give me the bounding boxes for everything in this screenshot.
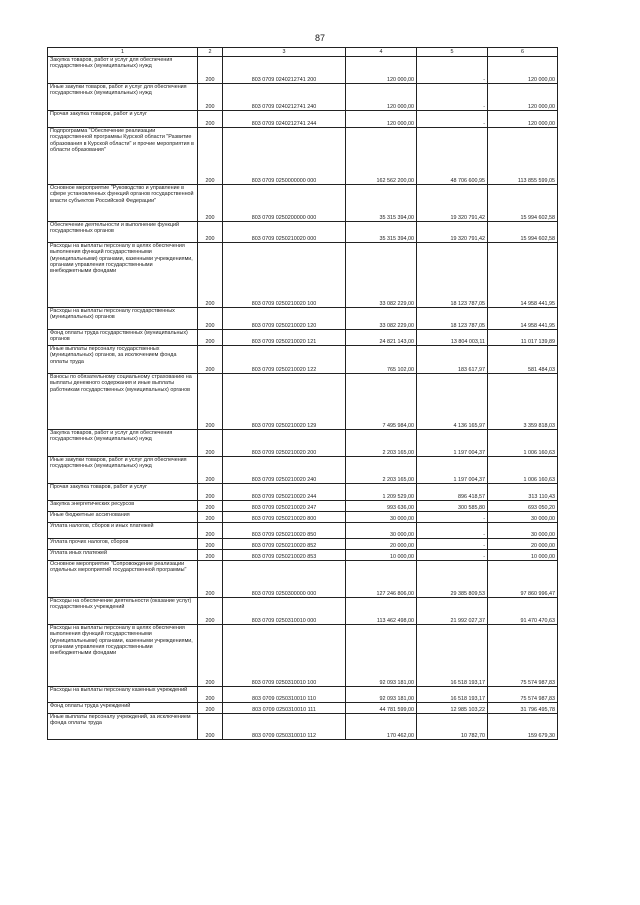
cell-line-code: 200 [198,625,223,687]
cell-classification-code: 803 0709 0250210020 244 [223,484,346,501]
cell-approved-amount: 993 636,00 [346,501,417,512]
cell-name: Иные бюджетные ассигнования [48,512,198,523]
cell-unexecuted-amount: 97 860 996,47 [488,561,558,598]
cell-name: Взносы по обязательному социальному страхованию на выплаты денежного содержания и иные выплаты работникам государственных (муниципальных) органов [48,374,198,430]
cell-name: Иные выплаты персоналу государственных (муниципальных) органов, за исключением фонда оплаты труда [48,346,198,374]
cell-approved-amount: 24 821 143,00 [346,330,417,346]
table-row [48,457,558,484]
cell-approved-amount: 35 315 394,00 [346,222,417,243]
cell-approved-amount: 33 082 229,00 [346,243,417,308]
cell-unexecuted-amount: 120 000,00 [488,111,558,128]
cell-approved-amount: 120 000,00 [346,111,417,128]
cell-executed-amount: 896 418,57 [417,484,488,501]
cell-executed-amount: - [417,84,488,111]
column-header: 5 [417,48,488,57]
cell-executed-amount: 29 385 809,53 [417,561,488,598]
table-row [48,243,558,308]
cell-unexecuted-amount: 11 017 139,89 [488,330,558,346]
cell-classification-code: 803 0709 0250210020 240 [223,457,346,484]
table-row [48,625,558,687]
table-row [48,598,558,625]
cell-classification-code: 803 0709 0250210020 852 [223,539,346,550]
cell-approved-amount: 127 246 806,00 [346,561,417,598]
cell-unexecuted-amount: 15 994 602,58 [488,185,558,222]
cell-classification-code: 803 0709 0250210020 120 [223,308,346,330]
cell-executed-amount: 10 782,70 [417,714,488,740]
cell-name: Иные закупки товаров, работ и услуг для обеспечения государственных (муниципальных) нужд [48,84,198,111]
table-row [48,714,558,740]
cell-unexecuted-amount: 20 000,00 [488,539,558,550]
table-row [48,539,558,550]
cell-approved-amount: 92 093 181,00 [346,687,417,703]
cell-line-code: 200 [198,512,223,523]
cell-line-code: 200 [198,539,223,550]
cell-approved-amount: 35 315 394,00 [346,185,417,222]
cell-approved-amount: 7 495 984,00 [346,374,417,430]
cell-classification-code: 803 0709 0250310010 110 [223,687,346,703]
cell-classification-code: 803 0709 0250210020 122 [223,346,346,374]
cell-executed-amount: - [417,539,488,550]
cell-executed-amount: 300 585,80 [417,501,488,512]
cell-classification-code: 803 0709 0240212741 244 [223,111,346,128]
table-row [48,374,558,430]
cell-unexecuted-amount: 1 006 160,63 [488,430,558,457]
cell-classification-code: 803 0709 0250210020 800 [223,512,346,523]
table-body [48,57,558,740]
table-row [48,346,558,374]
cell-unexecuted-amount: 31 796 495,78 [488,703,558,714]
table-row [48,185,558,222]
cell-approved-amount: 30 000,00 [346,523,417,539]
cell-approved-amount: 162 562 200,00 [346,128,417,185]
cell-executed-amount: 48 706 600,95 [417,128,488,185]
cell-executed-amount: - [417,111,488,128]
cell-line-code: 200 [198,561,223,598]
cell-unexecuted-amount: 120 000,00 [488,84,558,111]
cell-name: Иные выплаты персоналу учреждений, за исключением фонда оплаты труда [48,714,198,740]
cell-unexecuted-amount: 91 470 470,63 [488,598,558,625]
cell-executed-amount: - [417,550,488,561]
cell-name: Основное мероприятие "Сопровождение реализации отдельных мероприятий государственной программы" [48,561,198,598]
cell-classification-code: 803 0709 0250210020 850 [223,523,346,539]
cell-name: Расходы на выплаты персоналу в целях обеспечения выполнения функций государственными (муниципальными) органами, казенными учреждениями, органами управления государственными внебюджетными фондами [48,625,198,687]
cell-executed-amount: 1 197 004,37 [417,457,488,484]
cell-line-code: 200 [198,243,223,308]
column-header: 4 [346,48,417,57]
cell-line-code: 200 [198,501,223,512]
table-row [48,501,558,512]
cell-approved-amount: 2 203 165,00 [346,457,417,484]
cell-unexecuted-amount: 14 958 441,95 [488,243,558,308]
cell-executed-amount: - [417,512,488,523]
cell-executed-amount: 13 804 003,11 [417,330,488,346]
cell-name: Расходы на обеспечение деятельности (оказание услуг) государственных учреждений [48,598,198,625]
cell-classification-code: 803 0709 0250210020 100 [223,243,346,308]
column-header: 2 [198,48,223,57]
table-row [48,550,558,561]
column-header: 3 [223,48,346,57]
cell-unexecuted-amount: 159 679,30 [488,714,558,740]
cell-executed-amount: - [417,523,488,539]
cell-line-code: 200 [198,523,223,539]
cell-executed-amount: 21 992 027,37 [417,598,488,625]
cell-classification-code: 803 0709 0250210020 000 [223,222,346,243]
cell-executed-amount: 19 320 791,42 [417,185,488,222]
cell-executed-amount: 16 518 193,17 [417,687,488,703]
table-header-row [48,48,558,57]
cell-unexecuted-amount: 15 994 602,58 [488,222,558,243]
cell-executed-amount: 183 617,97 [417,346,488,374]
table-row [48,84,558,111]
cell-unexecuted-amount: 30 000,00 [488,523,558,539]
table-row [48,57,558,84]
cell-line-code: 200 [198,550,223,561]
cell-name: Уплата иных платежей [48,550,198,561]
cell-approved-amount: 2 203 165,00 [346,430,417,457]
cell-line-code: 200 [198,111,223,128]
cell-classification-code: 803 0709 0250200000 000 [223,185,346,222]
cell-approved-amount: 30 000,00 [346,512,417,523]
cell-unexecuted-amount: 1 006 160,63 [488,457,558,484]
table-row [48,484,558,501]
cell-approved-amount: 170 462,00 [346,714,417,740]
cell-classification-code: 803 0709 0240212741 200 [223,57,346,84]
table-row [48,222,558,243]
table-row [48,111,558,128]
cell-classification-code: 803 0709 0240212741 240 [223,84,346,111]
cell-classification-code: 803 0709 0250310010 111 [223,703,346,714]
cell-line-code: 200 [198,330,223,346]
table-row [48,703,558,714]
cell-unexecuted-amount: 14 958 441,95 [488,308,558,330]
cell-approved-amount: 765 102,00 [346,346,417,374]
cell-line-code: 200 [198,128,223,185]
table-row [48,330,558,346]
cell-unexecuted-amount: 113 855 599,05 [488,128,558,185]
cell-classification-code: 803 0709 0250210020 247 [223,501,346,512]
cell-line-code: 200 [198,598,223,625]
cell-line-code: 200 [198,57,223,84]
cell-unexecuted-amount: 30 000,00 [488,512,558,523]
budget-table [47,47,558,740]
cell-line-code: 200 [198,308,223,330]
cell-line-code: 200 [198,374,223,430]
cell-executed-amount: 12 985 103,22 [417,703,488,714]
column-header: 6 [488,48,558,57]
cell-line-code: 200 [198,687,223,703]
table-row [48,128,558,185]
cell-name: Расходы на выплаты персоналу казенных учреждений [48,687,198,703]
cell-classification-code: 803 0709 0250210020 129 [223,374,346,430]
cell-unexecuted-amount: 313 110,43 [488,484,558,501]
cell-approved-amount: 1 209 529,00 [346,484,417,501]
cell-unexecuted-amount: 581 484,03 [488,346,558,374]
cell-name: Уплата прочих налогов, сборов [48,539,198,550]
cell-unexecuted-amount: 120 000,00 [488,57,558,84]
cell-classification-code: 803 0709 0250300000 000 [223,561,346,598]
cell-name: Расходы на выплаты персоналу государственных (муниципальных) органов [48,308,198,330]
cell-unexecuted-amount: 75 574 987,83 [488,625,558,687]
cell-executed-amount: 4 136 165,97 [417,374,488,430]
cell-executed-amount: 19 320 791,42 [417,222,488,243]
cell-classification-code: 803 0709 0250310010 000 [223,598,346,625]
cell-name: Закупка энергетических ресурсов [48,501,198,512]
cell-line-code: 200 [198,222,223,243]
cell-approved-amount: 33 082 229,00 [346,308,417,330]
cell-name: Уплата налогов, сборов и иных платежей [48,523,198,539]
cell-line-code: 200 [198,714,223,740]
cell-unexecuted-amount: 75 574 987,83 [488,687,558,703]
cell-line-code: 200 [198,484,223,501]
cell-name: Подпрограмма "Обеспечение реализации государственной программы Курской области "Развитие образования в Курской области" и прочие мероприятия в области образования" [48,128,198,185]
table-row [48,308,558,330]
cell-executed-amount: 16 518 193,17 [417,625,488,687]
cell-approved-amount: 113 462 498,00 [346,598,417,625]
cell-classification-code: 803 0709 0250210020 121 [223,330,346,346]
table-row [48,561,558,598]
cell-executed-amount: 18 123 787,05 [417,308,488,330]
cell-name: Прочая закупка товаров, работ и услуг [48,111,198,128]
cell-classification-code: 803 0709 0250210020 853 [223,550,346,561]
cell-approved-amount: 120 000,00 [346,84,417,111]
cell-approved-amount: 20 000,00 [346,539,417,550]
cell-classification-code: 803 0709 0250000000 000 [223,128,346,185]
cell-approved-amount: 44 781 599,00 [346,703,417,714]
table-row [48,523,558,539]
cell-approved-amount: 92 093 181,00 [346,625,417,687]
cell-line-code: 200 [198,84,223,111]
column-header: 1 [48,48,198,57]
cell-name: Обеспечение деятельности и выполнение функций государственных органов [48,222,198,243]
cell-name: Расходы на выплаты персоналу в целях обеспечения выполнения функций государственными (муниципальными) органами, казенными учреждениями, органами управления государственными внебюджетными фондами [48,243,198,308]
cell-approved-amount: 10 000,00 [346,550,417,561]
cell-executed-amount: 18 123 787,05 [417,243,488,308]
cell-line-code: 200 [198,430,223,457]
cell-name: Фонд оплаты труда государственных (муниципальных) органов [48,330,198,346]
cell-classification-code: 803 0709 0250210020 200 [223,430,346,457]
table-row [48,430,558,457]
cell-line-code: 200 [198,185,223,222]
cell-line-code: 200 [198,703,223,714]
cell-executed-amount: - [417,57,488,84]
cell-unexecuted-amount: 3 359 818,03 [488,374,558,430]
cell-name: Иные закупки товаров, работ и услуг для обеспечения государственных (муниципальных) нужд [48,457,198,484]
cell-unexecuted-amount: 10 000,00 [488,550,558,561]
cell-classification-code: 803 0709 0250310010 100 [223,625,346,687]
cell-name: Основное мероприятие "Руководство и управление в сфере установленных функций органов государственной власти субъектов Российской Федерации" [48,185,198,222]
cell-name: Закупка товаров, работ и услуг для обеспечения государственных (муниципальных) нужд [48,430,198,457]
page-number: 87 [314,33,325,43]
cell-classification-code: 803 0709 0250310010 112 [223,714,346,740]
cell-name: Закупка товаров, работ и услуг для обеспечения государственных (муниципальных) нужд [48,57,198,84]
cell-executed-amount: 1 197 004,37 [417,430,488,457]
cell-unexecuted-amount: 693 050,20 [488,501,558,512]
table-row [48,687,558,703]
cell-name: Прочая закупка товаров, работ и услуг [48,484,198,501]
cell-name: Фонд оплаты труда учреждений [48,703,198,714]
cell-line-code: 200 [198,457,223,484]
table-row [48,512,558,523]
cell-approved-amount: 120 000,00 [346,57,417,84]
cell-line-code: 200 [198,346,223,374]
